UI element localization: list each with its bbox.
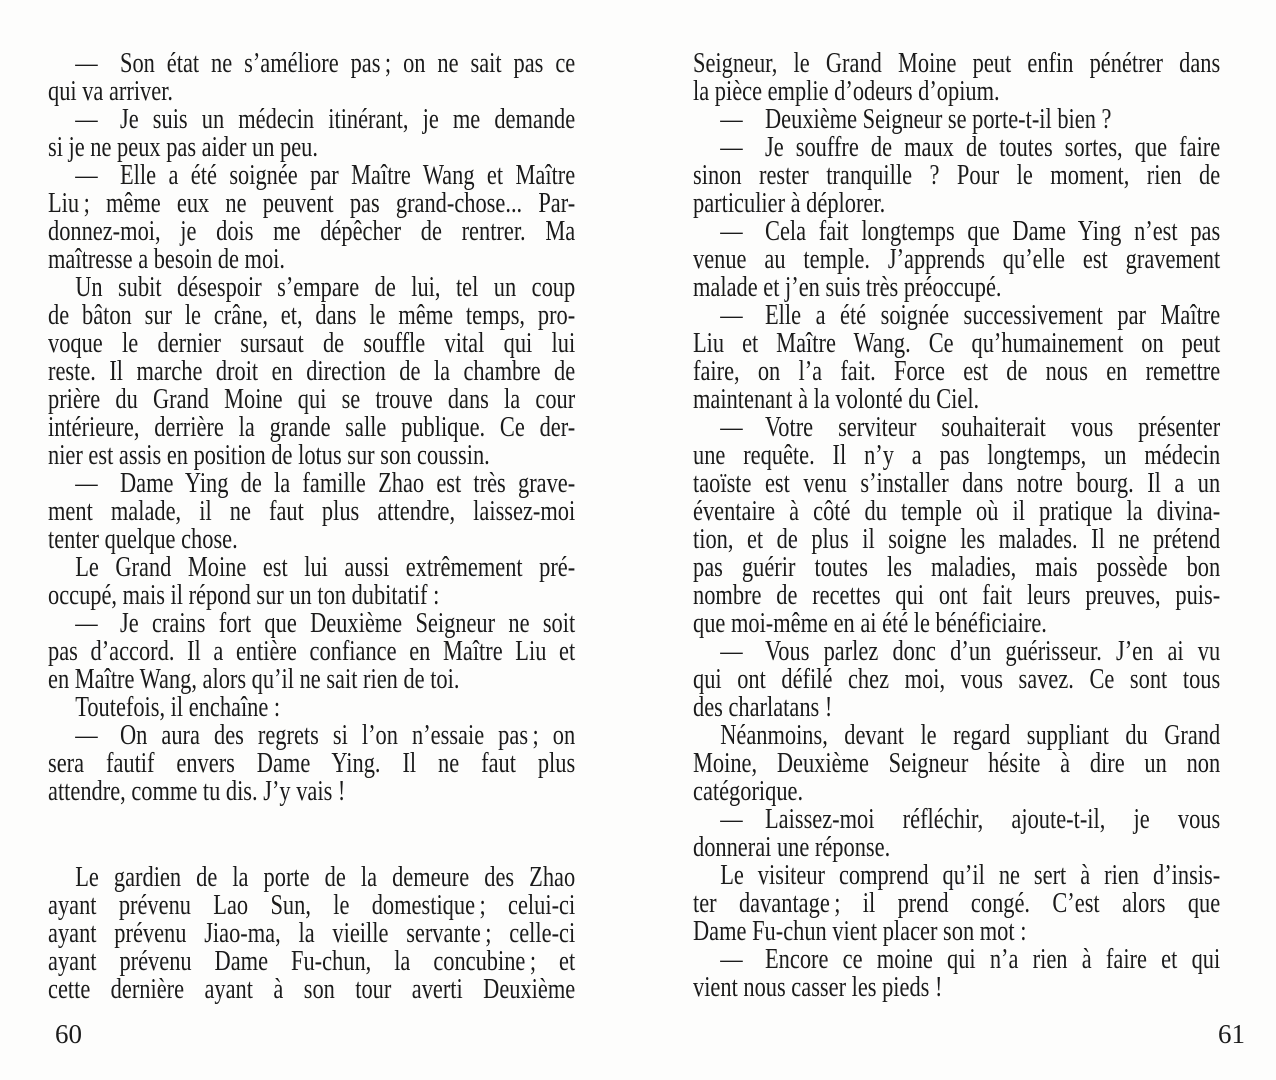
paragraph: [693, 806, 1220, 862]
text-line: tion, et de plus il soigne les malades. Il ne prétend: [693, 524, 1221, 555]
book-page-left-text: [48, 50, 575, 1004]
text-line: Toutefois, il enchaîne :: [75, 692, 281, 723]
paragraph: [693, 638, 1220, 722]
text-line: — Encore ce moine qui n’a rien à faire et qui: [720, 944, 1221, 975]
text-line: si je ne peux pas aider un peu.: [48, 132, 318, 163]
text-line: Le gardien de la porte de la demeure des Zhao: [75, 862, 576, 893]
paragraph: [693, 218, 1220, 302]
paragraph: [693, 50, 1220, 106]
paragraph: [48, 554, 575, 610]
text-line: vient nous casser les pieds !: [693, 972, 943, 1003]
paragraph: [48, 864, 575, 1004]
paragraph: [48, 162, 575, 274]
text-line: — Je suis un médecin itinérant, je me demande: [75, 104, 576, 135]
paragraph: [693, 946, 1220, 1002]
text-line: donnez-moi, je dois me dépêcher de rentrer. Ma: [48, 216, 576, 247]
text-line: — Elle a été soignée par Maître Wang et Maître: [75, 160, 576, 191]
text-line: des charlatans !: [693, 692, 833, 723]
text-line: — Je souffre de maux de toutes sortes, que faire: [720, 132, 1221, 163]
text-line: ayant prévenu Lao Sun, le domestique ; celui-ci: [48, 890, 576, 921]
text-line: particulier à déplorer.: [693, 188, 886, 219]
text-line: — Vous parlez donc d’un guérisseur. J’en ai vu: [720, 636, 1221, 667]
text-line: en Maître Wang, alors qu’il ne sait rien de toi.: [48, 664, 460, 695]
text-line: nombre de recettes qui ont fait leurs preuves, puis-: [693, 580, 1221, 611]
paragraph: [48, 610, 575, 694]
text-line: éventaire à côté du temple où il pratique la divina-: [693, 496, 1221, 527]
text-line: — Elle a été soignée successivement par Maître: [720, 300, 1221, 331]
text-line: Néanmoins, devant le regard suppliant du Grand: [720, 720, 1221, 751]
text-line: prière du Grand Moine qui se trouve dans la cour: [48, 384, 576, 415]
text-line: maîtresse a besoin de moi.: [48, 244, 286, 275]
text-line: ter davantage ; il prend congé. C’est alors que: [693, 888, 1221, 919]
text-line: pas guérir toutes les maladies, mais possède bon: [693, 552, 1221, 583]
paragraph: [693, 862, 1220, 946]
text-line: tenter quelque chose.: [48, 524, 238, 555]
text-line: donnerai une réponse.: [693, 832, 891, 863]
page-number-left: 60: [55, 1019, 82, 1049]
text-line: faire, on l’a fait. Force est de nous en remettre: [693, 356, 1221, 387]
text-line: nier est assis en position de lotus sur son coussin.: [48, 440, 490, 471]
paragraph: [48, 694, 575, 722]
text-line: ayant prévenu Jiao-ma, la vieille servante ; celle-ci: [48, 918, 576, 949]
text-line: — Votre serviteur souhaiterait vous présenter: [720, 412, 1221, 443]
text-line: — Cela fait longtemps que Dame Ying n’est pas: [720, 216, 1221, 247]
text-line: Le Grand Moine est lui aussi extrêmement pré-: [75, 552, 576, 583]
text-line: qui ont défilé chez moi, vous savez. Ce sont tous: [693, 664, 1221, 695]
text-line: ment malade, il ne faut plus attendre, laissez-moi: [48, 496, 576, 527]
section-break: [48, 806, 575, 864]
paragraph: [48, 274, 575, 470]
page-number-right: 61: [1218, 1019, 1245, 1049]
text-line: — On aura des regrets si l’on n’essaie pas ; on: [75, 720, 576, 751]
text-line: — Son état ne s’améliore pas ; on ne sait pas ce: [75, 48, 576, 79]
paragraph: [48, 470, 575, 554]
text-line: cette dernière ayant à son tour averti Deuxième: [48, 974, 576, 1005]
text-line: — Deuxième Seigneur se porte-t-il bien ?: [720, 104, 1112, 135]
text-line: une requête. Il n’y a pas longtemps, un médecin: [693, 440, 1221, 471]
paragraph: [693, 106, 1220, 134]
text-line: intérieure, derrière la grande salle publique. Ce der-: [48, 412, 576, 443]
text-line: pas d’accord. Il a entière confiance en Maître Liu et: [48, 636, 576, 667]
text-line: qui va arriver.: [48, 76, 174, 107]
text-line: que moi-même en ai été le bénéficiaire.: [693, 608, 1047, 639]
text-line: Seigneur, le Grand Moine peut enfin pénétrer dans: [693, 48, 1221, 79]
paragraph: [48, 722, 575, 806]
text-line: Liu et Maître Wang. Ce qu’humainement on peut: [693, 328, 1221, 359]
book-page-right-text: [693, 50, 1220, 1002]
text-line: Dame Fu-chun vient placer son mot :: [693, 916, 1027, 947]
paragraph: [693, 302, 1220, 414]
text-line: — Dame Ying de la famille Zhao est très grave-: [75, 468, 576, 499]
text-line: venue au temple. J’apprends qu’elle est gravement: [693, 244, 1221, 275]
paragraph: [693, 134, 1220, 218]
text-line: ayant prévenu Dame Fu-chun, la concubine ; et: [48, 946, 576, 977]
text-line: taoïste est venu s’installer dans notre bourg. Il a un: [693, 468, 1221, 499]
text-line: occupé, mais il répond sur un ton dubitatif :: [48, 580, 440, 611]
paragraph: [48, 50, 575, 106]
text-line: malade et j’en suis très préoccupé.: [693, 272, 1002, 303]
text-line: sera fautif envers Dame Ying. Il ne faut plus: [48, 748, 576, 779]
text-line: de bâton sur le crâne, et, dans le même temps, pro-: [48, 300, 576, 331]
text-line: sinon rester tranquille ? Pour le moment, rien de: [693, 160, 1221, 191]
text-line: Un subit désespoir s’empare de lui, tel un coup: [75, 272, 576, 303]
text-line: maintenant à la volonté du Ciel.: [693, 384, 980, 415]
paragraph: [48, 106, 575, 162]
text-line: la pièce emplie d’odeurs d’opium.: [693, 76, 1000, 107]
text-line: Moine, Deuxième Seigneur hésite à dire un non: [693, 748, 1221, 779]
text-line: voque le dernier sursaut de souffle vital qui lui: [48, 328, 576, 359]
text-line: attendre, comme tu dis. J’y vais !: [48, 776, 346, 807]
text-line: Liu ; même eux ne peuvent pas grand-chose... Par-: [48, 188, 576, 219]
paragraph: [693, 722, 1220, 806]
text-line: catégorique.: [693, 776, 804, 807]
text-line: — Laissez-moi réfléchir, ajoute-t-il, je vous: [720, 804, 1221, 835]
text-line: reste. Il marche droit en direction de la chambre de: [48, 356, 576, 387]
paragraph: [693, 414, 1220, 638]
text-line: Le visiteur comprend qu’il ne sert à rien d’insis-: [720, 860, 1221, 891]
text-line: — Je crains fort que Deuxième Seigneur ne soit: [75, 608, 576, 639]
